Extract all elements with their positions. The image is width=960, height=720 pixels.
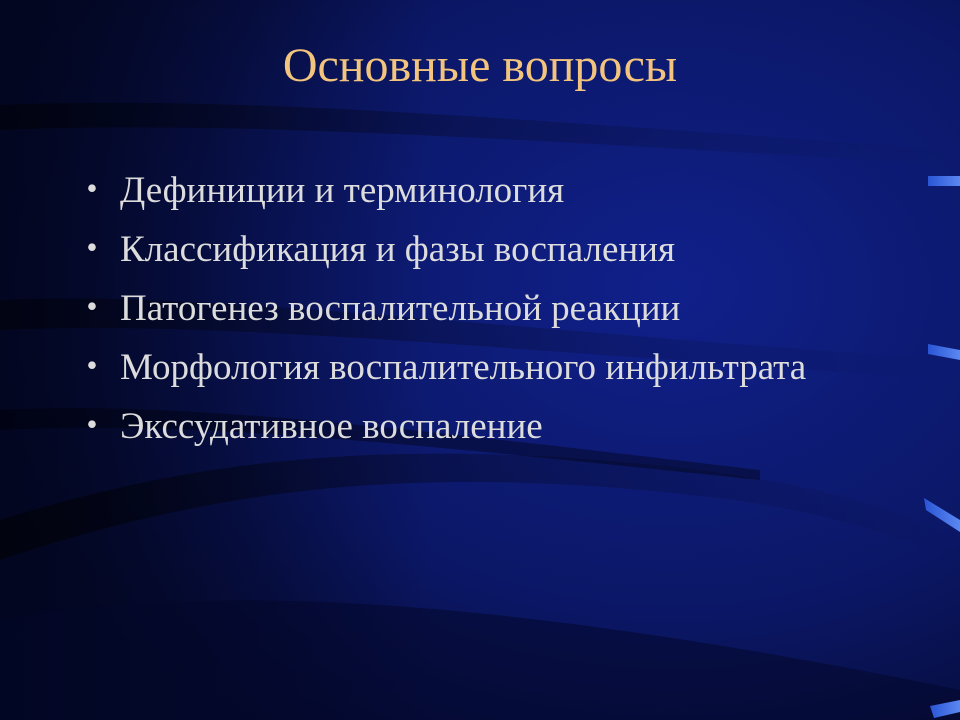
bullet-dot-icon: • bbox=[86, 170, 98, 206]
bullet-dot-icon: • bbox=[86, 347, 98, 383]
bullet-item-morphology bbox=[80, 345, 900, 390]
bullet-text: Дефиниции и терминология bbox=[120, 170, 565, 211]
edge-stripe-1 bbox=[928, 176, 960, 186]
bullet-dot-icon: • bbox=[86, 229, 98, 265]
bullet-dot-icon: • bbox=[86, 406, 98, 442]
bullet-item-exudative bbox=[80, 404, 900, 449]
bullet-text: Морфология воспалительного инфильтрата bbox=[120, 347, 807, 388]
bullet-text: Классификация и фазы воспаления bbox=[120, 229, 675, 270]
bullet-item-pathogenesis bbox=[80, 286, 900, 331]
bullet-list bbox=[80, 168, 900, 463]
bullet-dot-icon: • bbox=[86, 288, 98, 324]
bullet-text: Патогенез воспалительной реакции bbox=[120, 288, 681, 329]
bullet-text: Экссудативное воспаление bbox=[120, 406, 543, 447]
bullet-item-definitions bbox=[80, 168, 900, 213]
slide-title: Основные вопросы bbox=[282, 39, 678, 92]
bullet-item-classification bbox=[80, 227, 900, 272]
